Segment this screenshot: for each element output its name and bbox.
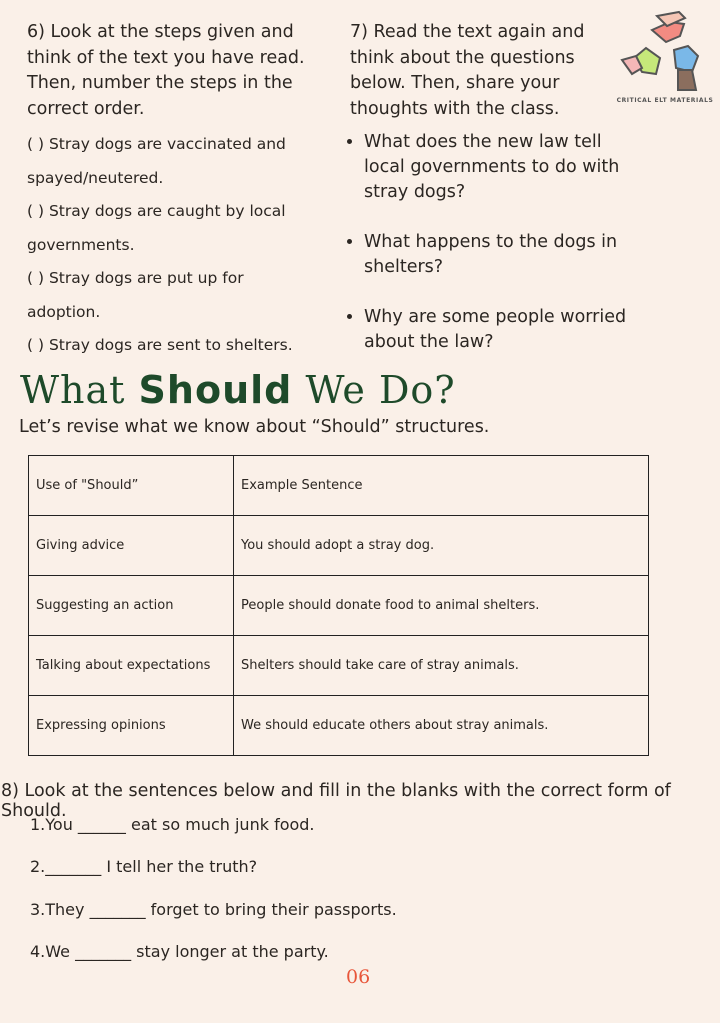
page-number: 06 bbox=[346, 966, 371, 988]
use-cell: Giving advice bbox=[29, 516, 234, 576]
question-item: • Why are some people worried about the law? bbox=[364, 305, 640, 355]
table-row bbox=[29, 576, 649, 636]
question-8-items bbox=[30, 815, 397, 984]
question-7 bbox=[350, 20, 640, 380]
step-item: ( ) Stray dogs are sent to shelters. bbox=[27, 336, 293, 354]
table-row bbox=[29, 636, 649, 696]
fill-item: 2._______ I tell her the truth? bbox=[30, 857, 258, 877]
table-row bbox=[29, 696, 649, 756]
table-header-row bbox=[29, 456, 649, 516]
section-title bbox=[20, 368, 456, 412]
example-cell: You should adopt a stray dog. bbox=[234, 516, 649, 576]
logo bbox=[612, 8, 718, 104]
question-7-prompt: 7) Read the text again and think about the questions below. Then, share your thoughts with the class. bbox=[350, 22, 585, 119]
should-table bbox=[28, 455, 649, 756]
logo-text: CRITICAL ELT MATERIALS bbox=[616, 97, 714, 104]
question-7-list bbox=[342, 130, 640, 355]
step-item: ( ) Stray dogs are caught by local governments. bbox=[27, 202, 286, 254]
fill-item: 1.You ______ eat so much junk food. bbox=[30, 815, 315, 834]
example-cell: Shelters should take care of stray animals. bbox=[234, 636, 649, 696]
use-cell: Talking about expectations bbox=[29, 636, 234, 696]
question-6-prompt: 6) Look at the steps given and think of the text you have read. Then, number the steps in the correct order. bbox=[27, 22, 305, 119]
section-subtitle: Let’s revise what we know about “Should” structures. bbox=[19, 417, 490, 437]
table-row bbox=[29, 516, 649, 576]
question-6-steps bbox=[27, 128, 317, 363]
use-cell: Expressing opinions bbox=[29, 696, 234, 756]
header-cell: Example Sentence bbox=[234, 456, 649, 516]
fill-item: 3.They _______ forget to bring their passports. bbox=[30, 899, 397, 919]
question-8-prompt: 8) Look at the sentences below and fill in the blanks with the correct form of Should. bbox=[1, 781, 671, 821]
title-part: What bbox=[20, 368, 139, 412]
example-cell: People should donate food to animal shelters. bbox=[234, 576, 649, 636]
title-bold: Should bbox=[138, 368, 293, 412]
header-cell: Use of "Should” bbox=[29, 456, 234, 516]
title-part: We Do? bbox=[292, 368, 456, 412]
step-item: ( ) Stray dogs are vaccinated and spayed/neutered. bbox=[27, 135, 286, 187]
step-item: ( ) Stray dogs are put up for adoption. bbox=[27, 269, 244, 321]
question-6 bbox=[27, 20, 317, 363]
fill-item: 4.We _______ stay longer at the party. bbox=[30, 941, 329, 961]
question-item: • What happens to the dogs in shelters? bbox=[364, 230, 640, 280]
use-cell: Suggesting an action bbox=[29, 576, 234, 636]
question-item: • What does the new law tell local governments to do with stray dogs? bbox=[364, 130, 640, 205]
puzzle-hands-icon bbox=[612, 8, 718, 94]
example-cell: We should educate others about stray animals. bbox=[234, 696, 649, 756]
